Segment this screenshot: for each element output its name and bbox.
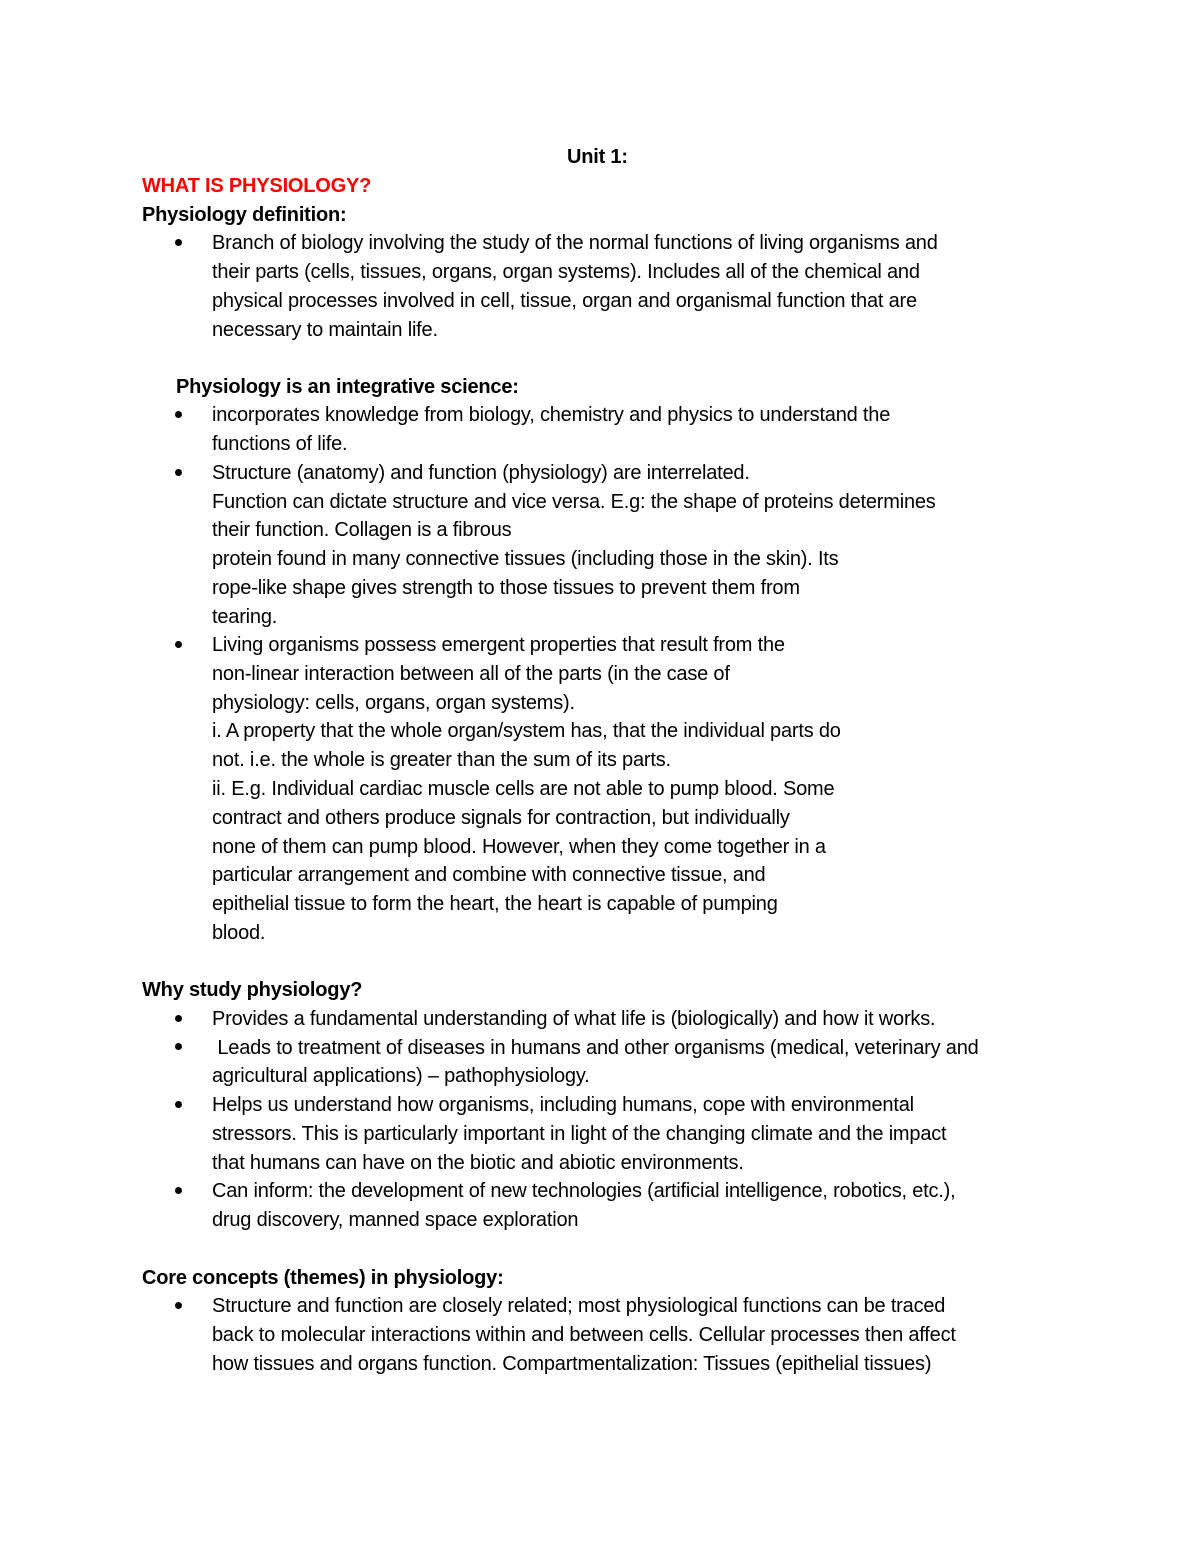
body-text-line: Function can dictate structure and vice versa. E.g: the shape of proteins determines — [212, 491, 936, 513]
bullet-icon — [175, 239, 182, 246]
body-text-line: their function. Collagen is a fibrous — [212, 519, 512, 541]
section-heading-integrative: Physiology is an integrative science: — [176, 376, 519, 398]
body-text-line: i. A property that the whole organ/system has, that the individual parts do — [212, 720, 841, 742]
body-text-line: their parts (cells, tissues, organs, organ systems). Includes all of the chemical and — [212, 261, 920, 283]
bullet-icon — [175, 1101, 182, 1108]
body-text-line: agricultural applications) – pathophysiology. — [212, 1065, 590, 1087]
body-text-line: Living organisms possess emergent properties that result from the — [212, 634, 785, 656]
body-text-line: Structure and function are closely related; most physiological functions can be traced — [212, 1295, 946, 1317]
body-text-line: particular arrangement and combine with connective tissue, and — [212, 864, 766, 886]
body-text-line: stressors. This is particularly important in light of the changing climate and the impact — [212, 1123, 947, 1145]
body-text-line: not. i.e. the whole is greater than the sum of its parts. — [212, 749, 671, 771]
body-text-line: incorporates knowledge from biology, chemistry and physics to understand the — [212, 404, 891, 426]
section-heading-core-concepts: Core concepts (themes) in physiology: — [142, 1267, 504, 1289]
body-text-line: blood. — [212, 922, 266, 944]
body-text-line: physiology: cells, organs, organ systems). — [212, 692, 575, 714]
body-text-line: tearing. — [212, 606, 278, 628]
body-text-line: protein found in many connective tissues (including those in the skin). Its — [212, 548, 839, 570]
main-heading: WHAT IS PHYSIOLOGY? — [142, 175, 372, 197]
body-text-line: functions of life. — [212, 433, 348, 455]
body-text-line: contract and others produce signals for contraction, but individually — [212, 807, 790, 829]
body-text-line: how tissues and organs function. Compartmentalization: Tissues (epithelial tissues) — [212, 1353, 932, 1375]
body-text-line: Structure (anatomy) and function (physiology) are interrelated. — [212, 462, 750, 484]
body-text-line: Branch of biology involving the study of the normal functions of living organisms and — [212, 232, 938, 254]
body-text-line: Leads to treatment of diseases in humans and other organisms (medical, veterinary and — [212, 1037, 979, 1059]
section-heading-why-study: Why study physiology? — [142, 979, 363, 1001]
body-text-line: physical processes involved in cell, tissue, organ and organismal function that are — [212, 290, 917, 312]
bullet-icon — [175, 1302, 182, 1309]
body-text-line: that humans can have on the biotic and abiotic environments. — [212, 1152, 744, 1174]
body-text-line: Provides a fundamental understanding of what life is (biologically) and how it works. — [212, 1008, 936, 1030]
body-text-line: rope-like shape gives strength to those tissues to prevent them from — [212, 577, 800, 599]
bullet-icon — [175, 1015, 182, 1022]
body-text-line: non-linear interaction between all of the parts (in the case of — [212, 663, 730, 685]
bullet-icon — [175, 641, 182, 648]
body-text-line: necessary to maintain life. — [212, 319, 438, 341]
unit-title: Unit 1: — [567, 146, 628, 168]
body-text-line: Can inform: the development of new technologies (artificial intelligence, robotics, etc.), — [212, 1180, 956, 1202]
body-text-line: epithelial tissue to form the heart, the heart is capable of pumping — [212, 893, 778, 915]
bullet-icon — [175, 1043, 182, 1050]
body-text-line: back to molecular interactions within and between cells. Cellular processes then affect — [212, 1324, 956, 1346]
bullet-icon — [175, 469, 182, 476]
section-heading-definition: Physiology definition: — [142, 204, 347, 226]
body-text-line: Helps us understand how organisms, including humans, cope with environmental — [212, 1094, 914, 1116]
body-text-line: drug discovery, manned space exploration — [212, 1209, 579, 1231]
bullet-icon — [175, 1187, 182, 1194]
body-text-line: ii. E.g. Individual cardiac muscle cells are not able to pump blood. Some — [212, 778, 835, 800]
bullet-icon — [175, 411, 182, 418]
body-text-line: none of them can pump blood. However, when they come together in a — [212, 836, 826, 858]
